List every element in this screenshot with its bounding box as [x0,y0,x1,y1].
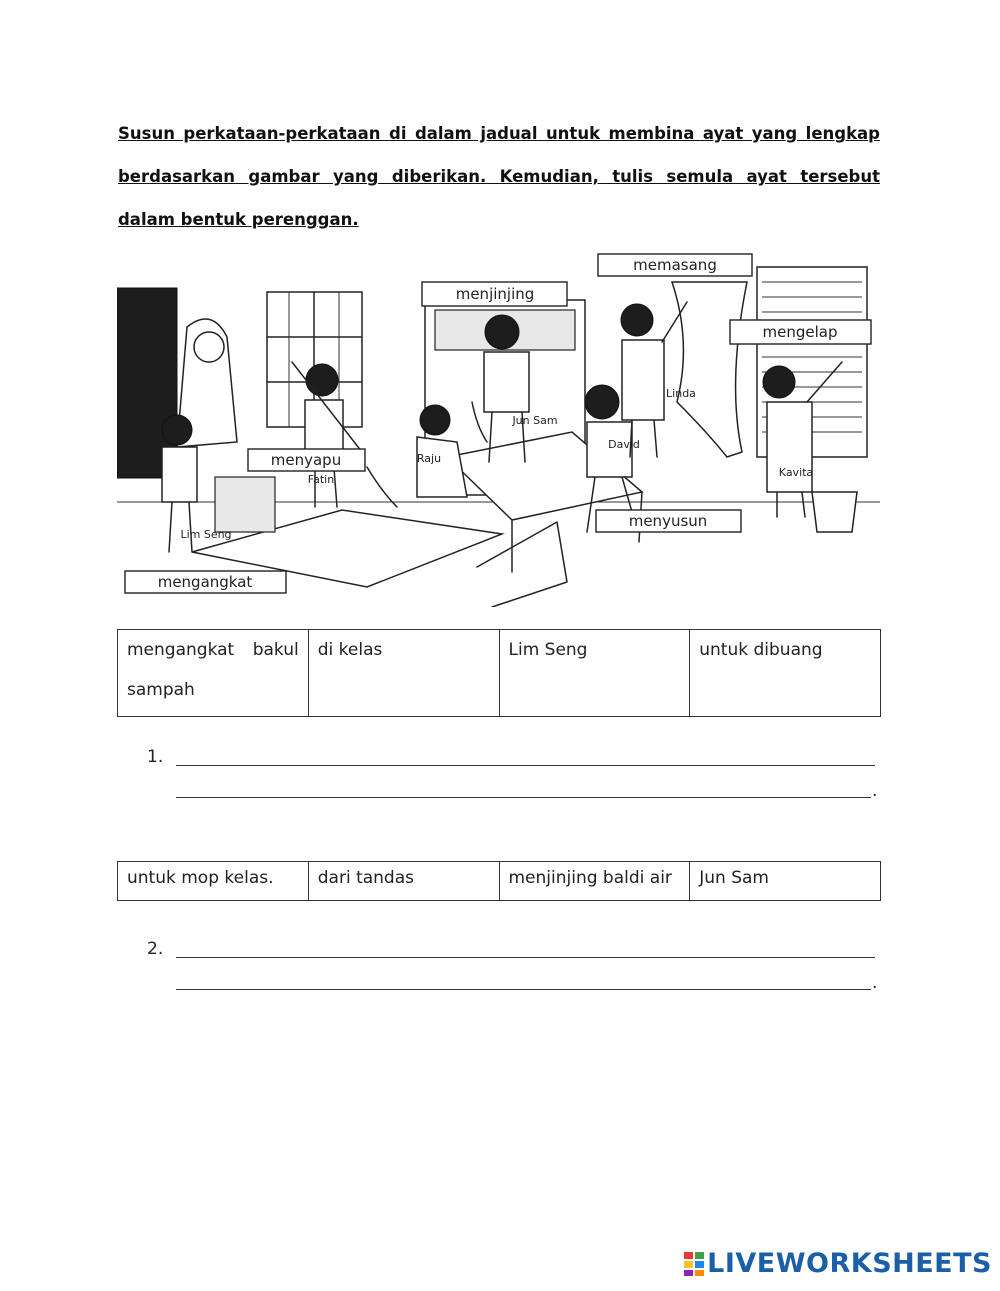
word-table-1 [117,629,881,717]
label-mengelap [730,320,871,344]
name-jun-sam: Jun Sam [512,414,558,427]
answer-line-2a[interactable] [176,957,875,958]
name-lim-seng: Lim Seng [180,528,232,541]
name-fatin: Fatin [307,473,335,486]
answer-1-period: . [872,781,878,801]
svg-text:memasang: memasang [633,256,717,274]
name-raju: Raju [416,452,442,465]
svg-text:mengangkat: mengangkat [157,573,253,591]
classroom-illustration [117,252,880,607]
label-mengangkat [125,571,286,593]
name-kavita: Kavita [778,466,814,479]
label-menjinjing [422,282,567,306]
liveworksheets-logo-icon [683,1251,705,1277]
answer-line-1a[interactable] [176,765,875,766]
label-menyusun [596,510,741,532]
instructions: Susun perkataan-perkataan di dalam jadual untuk membina ayat yang lengkap berdasarkan gambar yang diberikan. Kemudian, tulis semula ayat tersebut dalam bentuk perenggan. [118,124,880,229]
question-2-number: 2. [147,939,164,959]
word-cell: dari tandas [308,862,499,901]
question-1-number: 1. [147,747,164,767]
word-table-2 [117,861,881,901]
svg-text:mengelap: mengelap [762,323,838,341]
basket [215,477,275,532]
answer-line-1b[interactable] [176,797,871,798]
svg-text:menyusun: menyusun [628,512,708,530]
word-cell: Jun Sam [690,862,881,901]
answer-2-period: . [872,973,878,993]
word-cell: menjinjing baldi air [499,862,690,901]
word-cell: di kelas [308,630,499,717]
answer-line-2b[interactable] [176,989,871,990]
svg-text:menjinjing: menjinjing [455,285,535,303]
name-david: David [608,438,640,451]
brand-text: LIVEWORKSHEETS [707,1248,992,1279]
word-cell: mengangkat bakul sampah [118,630,309,717]
svg-text:menyapu: menyapu [270,451,342,469]
name-linda: Linda [666,387,696,400]
word-cell: untuk dibuang [690,630,881,717]
word-cell: Lim Seng [499,630,690,717]
label-menyapu [248,449,365,471]
label-memasang [598,254,752,276]
bucket [812,492,857,532]
liveworksheets-brand [683,1248,992,1279]
word-cell: untuk mop kelas. [118,862,309,901]
